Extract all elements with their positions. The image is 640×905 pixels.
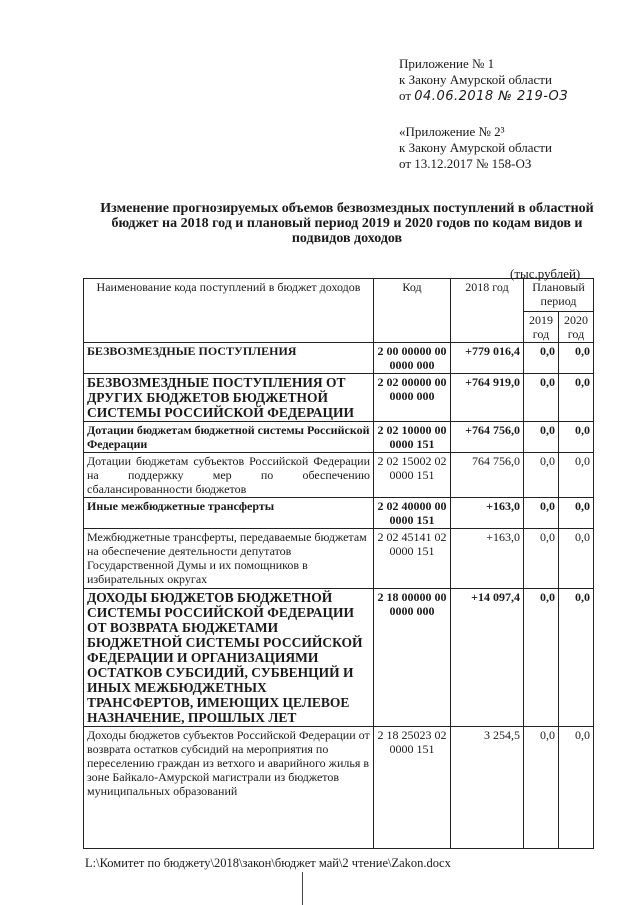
table-row [84,529,594,589]
row-name: ДОХОДЫ БЮДЖЕТОВ БЮДЖЕТНОЙ СИСТЕМЫ РОССИЙСКОЙ ФЕДЕРАЦИИ ОТ ВОЗВРАТА БЮДЖЕТАМИ БЮДЖЕТНОЙ СИСТЕМЫ РОССИЙСКОЙ ФЕДЕРАЦИИ И ОРГАНИЗАЦИЯМИ ОСТАТКОВ СУБСИДИЙ, СУБВЕНЦИЙ И ИНЫХ МЕЖБЮДЖЕТНЫХ ТРАНСФЕРТОВ, ИМЕЮЩИХ ЦЕЛЕВОЕ НАЗНАЧЕНИЕ, ПРОШЛЫХ ЛЕТ [84,589,374,727]
col-header-2018: 2018 год [451,279,524,343]
row-2019: 0,0 [524,422,559,453]
row-name: Межбюджетные трансферты, передаваемые бюджетам на обеспечение деятельности депутатов Государственной Думы и их помощников в избирательных округах [84,529,374,589]
row-2020: 0,0 [559,498,594,529]
row-2020: 0,0 [559,589,594,727]
row-name: БЕЗВОЗМЕЗДНЫЕ ПОСТУПЛЕНИЯ ОТ ДРУГИХ БЮДЖЕТОВ БЮДЖЕТНОЙ СИСТЕМЫ РОССИЙСКОЙ ФЕДЕРАЦИИ [84,374,374,422]
row-2020: 0,0 [559,529,594,589]
row-code: 2 18 00000 00 0000 000 [374,589,451,727]
col-header-name: Наименование кода поступлений в бюджет доходов [84,279,374,343]
col-header-2019: 2019 год [524,312,559,343]
row-name: Доходы бюджетов субъектов Российской Федерации от возврата остатков субсидий на мероприятия по переселению граждан из ветхого и аварийного жилья в зоне Байкало-Амурской магистрали из бюджетов муниципальных образований [84,727,374,849]
document-title: Изменение прогнозируемых объемов безвозмездных поступлений в областной бюджет на 2018 год и плановый период 2019 и 2020 годов по кодам видов и подвидов доходов [100,201,594,246]
file-path-footer: L:\Комитет по бюджету\2018\закон\бюджет май\2 чтение\Zakon.docx [85,856,451,870]
handwritten-date: 04.06.2018 № 219-ОЗ [414,89,569,104]
row-2019: 0,0 [524,727,559,849]
table-row [84,498,594,529]
table-row [84,727,594,849]
appendix-1-label: Приложение № 1 [399,56,495,71]
row-2018: +14 097,4 [451,589,524,727]
row-name: БЕЗВОЗМЕЗДНЫЕ ПОСТУПЛЕНИЯ [84,343,374,374]
row-2020: 0,0 [559,453,594,498]
row-2019: 0,0 [524,343,559,374]
row-2019: 0,0 [524,374,559,422]
law-reference-2: к Закону Амурской области [399,140,552,155]
row-code: 2 18 25023 02 0000 151 [374,727,451,849]
row-code: 2 02 00000 00 0000 000 [374,374,451,422]
table-row [84,589,594,727]
row-2019: 0,0 [524,529,559,589]
col-header-2020: 2020 год [559,312,594,343]
row-2018: +163,0 [451,498,524,529]
row-code: 2 02 15002 02 0000 151 [374,453,451,498]
row-name: Иные межбюджетные трансферты [84,498,374,529]
row-2018: +163,0 [451,529,524,589]
table-row [84,453,594,498]
scan-artifact-line [302,872,303,905]
row-code: 2 02 10000 00 0000 151 [374,422,451,453]
col-header-planned: Плановый период [524,279,594,312]
row-code: 2 02 40000 00 0000 151 [374,498,451,529]
row-2020: 0,0 [559,727,594,849]
table-row [84,422,594,453]
table-row [84,343,594,374]
row-code: 2 02 45141 02 0000 151 [374,529,451,589]
row-2020: 0,0 [559,422,594,453]
appendix-2-label: «Приложение № 2³ [399,124,505,139]
date-prefix: от [399,88,412,103]
row-2019: 0,0 [524,589,559,727]
row-2018: +764 919,0 [451,374,524,422]
law-date-2: от 13.12.2017 № 158-ОЗ [399,156,532,171]
law-reference-1: к Закону Амурской области [399,72,552,87]
table-row [84,374,594,422]
row-2020: 0,0 [559,343,594,374]
row-2020: 0,0 [559,374,594,422]
law-date-1 [399,88,568,105]
units-label: (тыс.рублей) [510,266,581,281]
row-name: Дотации бюджетам субъектов Российской Федерации на поддержку мер по обеспечению сбалансированности бюджетов [84,453,374,498]
row-2018: +779 016,4 [451,343,524,374]
revenue-table [83,278,594,849]
row-2019: 0,0 [524,498,559,529]
row-code: 2 00 00000 00 0000 000 [374,343,451,374]
row-2018: +764 756,0 [451,422,524,453]
row-2018: 764 756,0 [451,453,524,498]
table-header-row [84,279,594,312]
row-2018: 3 254,5 [451,727,524,849]
row-2019: 0,0 [524,453,559,498]
row-name: Дотации бюджетам бюджетной системы Российской Федерации [84,422,374,453]
col-header-code: Код [374,279,451,343]
